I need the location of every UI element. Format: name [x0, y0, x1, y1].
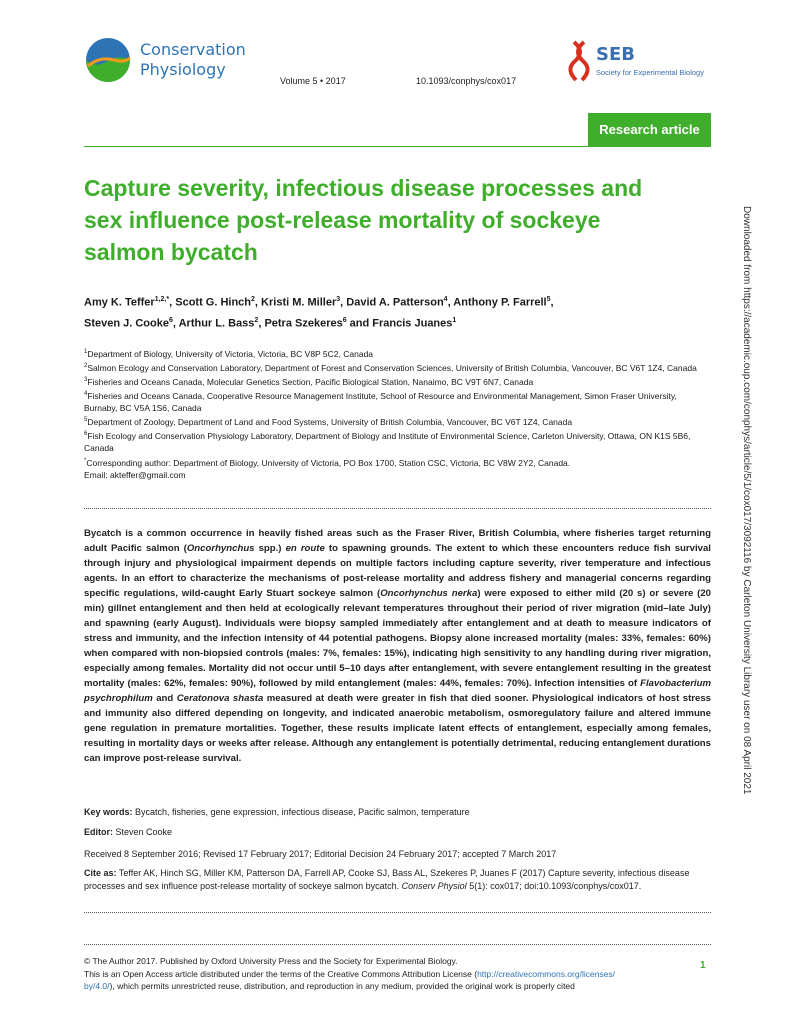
cite-label: Cite as:	[84, 868, 117, 878]
download-watermark: Downloaded from https://academic.oup.com/conphys/article/5/1/cox017/3092116 by Carleton University Library user on 08 April 2021	[741, 206, 752, 795]
copyright: © The Author 2017. Published by Oxford University Press and the Society for Experimental Biology.	[84, 956, 458, 966]
license-link[interactable]: http://creativecommons.org/licenses/	[477, 968, 616, 979]
journal-name	[140, 40, 246, 80]
affiliation	[84, 388, 710, 414]
author-name: Francis Juanes	[372, 317, 453, 330]
corresponding-author	[84, 455, 710, 469]
author-name: Kristi M. Miller	[261, 296, 337, 309]
header-divider	[84, 146, 711, 147]
abstract-italic: Oncorhynchus nerka	[380, 588, 478, 599]
journal-name-line1: Conservation	[140, 40, 246, 59]
journal-header	[84, 36, 714, 86]
received-dates: Received 8 September 2016; Revised 17 February 2017; Editorial Decision 24 February 2017; accepted 7 March 2017	[84, 849, 557, 859]
conservation-physiology-logo	[84, 36, 132, 84]
abstract-italic: Flavobacterium psychrophilum	[84, 678, 711, 704]
affiliation-text: Corresponding author: Department of Biology, University of Victoria, PO Box 1700, Station CSC, Victoria, BC V8W 2Y2, Canada.	[86, 457, 571, 468]
affiliation-sup: 1	[84, 349, 88, 355]
affiliation	[84, 346, 710, 360]
seb-subtitle: Society for Experimental Biology	[596, 68, 704, 77]
affiliation-text: Salmon Ecology and Conservation Laboratory, Department of Forest and Conservation Sciences, University of British Columbia, Vancouver, BC V6T 1Z4, Canada	[87, 362, 697, 373]
affiliation-text: Fisheries and Oceans Canada, Molecular Genetics Section, Pacific Biological Station, Nanaimo, BC V9T 6N7, Canada	[87, 376, 534, 387]
license-post: ), which permits unrestricted reuse, distribution, and reproduction in any medium, provided the original work is properly cited	[109, 981, 575, 991]
seb-logo-text: SEB	[596, 44, 635, 65]
author-sup: 2	[251, 296, 255, 303]
seb-logo	[568, 40, 718, 84]
author-sup: 1	[452, 316, 457, 324]
license-pre: This is an Open Access article distributed under the terms of the Creative Commons Attribution License (	[84, 968, 478, 979]
author-sup: 2	[254, 316, 259, 324]
keywords-label: Key words:	[84, 807, 133, 817]
author-name: Arthur L. Bass	[178, 317, 255, 330]
cite-text: Teffer AK, Hinch SG, Miller KM, Patterson DA, Farrell AP, Cooke SJ, Bass AL, Szekeres P, Juanes F (2017) Capture severity, infectious disease processes and sex influence post-release mortality of sockeye salmon bycatch.	[84, 868, 690, 891]
author-sup: 1,2,*	[154, 296, 170, 303]
cite-tail: 5(1): cox017; doi:10.1093/conphys/cox017.	[466, 881, 642, 891]
affiliation	[84, 414, 710, 428]
author-sup: 6	[342, 316, 347, 324]
dotted-divider	[84, 944, 711, 945]
affiliation-sup: 3	[84, 377, 88, 384]
author-name: Anthony P. Farrell	[453, 296, 547, 309]
dotted-divider	[84, 912, 711, 913]
author-name: Steven J. Cooke	[84, 317, 169, 330]
cite-journal: Conserv Physiol	[401, 881, 467, 891]
article-title: Capture severity, infectious disease processes and sex influence post-release mortality of sockeye salmon bycatch	[84, 175, 643, 265]
affiliation-text: Department of Biology, University of Victoria, Victoria, BC V8P 5C2, Canada	[87, 348, 374, 359]
editor-text: Steven Cooke	[113, 827, 173, 837]
author-name: David A. Patterson	[346, 296, 444, 309]
affiliation-sup: 4	[84, 391, 88, 398]
abstract-italic: Oncorhynchus	[186, 543, 255, 554]
keywords	[84, 806, 711, 819]
abstract-text: Bycatch is a common occurrence in heavily fished areas such as the Fraser River, British Columbia, where fisheries target returning adult Pacific salmon (	[84, 528, 711, 554]
affiliation	[84, 428, 710, 454]
abstract-text: and	[152, 693, 177, 704]
affiliation	[84, 360, 710, 374]
dotted-divider	[84, 508, 711, 509]
seb-helix-icon	[568, 40, 592, 82]
author-sup: 6	[168, 316, 173, 324]
author-list: Amy K. Teffer$^{1,2,*}$, Scott G. Hinch$^2$, Kristi M. Miller$^3$, David A. Patterson$^4$, Anthony P. Farrell$^5$, Steven J. Cooke$^6$, Arthur L. Bass$^2$, Petra Szekeres$^6$ and Francis Juanes$^1$	[84, 296, 554, 330]
keywords-text: Bycatch, fisheries, gene expression, infectious disease, Pacific salmon, temperature	[132, 807, 470, 817]
abstract-text: measured at death were greater in fish that died sooner. Physiological indicators of host stress and immunity also differed depending on longevity, and indicated anaerobic metabolism, osmoregulatory failure and altered immune gene regulation in premature mortalities. Together, these results implicate latent effects of entanglement, especially among females, resulting in mortality days or weeks after release. Although any entanglement is potentially detrimental, reducing entanglement durations can improve post-release survival.	[84, 693, 712, 764]
abstract	[84, 526, 711, 766]
doi: 10.1093/conphys/cox017	[416, 76, 517, 86]
affiliation-text: Department of Zoology, Department of Land and Food Systems, University of British Columbia, Vancouver, BC V6T 1Z4, Canada	[87, 417, 573, 428]
affiliation-list	[84, 346, 710, 481]
author-sup: 4	[443, 296, 448, 303]
author-name: Amy K. Teffer	[84, 296, 155, 309]
affiliation-text: Fish Ecology and Conservation Physiology Laboratory, Department of Biology and Institute of Environmental Science, Carleton University, Ottawa, ON K1S 5B6, Canada	[84, 431, 691, 454]
editor-label: Editor:	[84, 827, 113, 837]
author-sup: 3	[336, 296, 341, 303]
email[interactable]: Email: akteffer@gmail.com	[84, 469, 186, 480]
abstract-italic: Ceratonova shasta	[176, 693, 264, 704]
volume-info: Volume 5 • 2017	[280, 76, 346, 86]
abstract-italic: en route	[285, 543, 325, 554]
page-number: 1	[700, 960, 706, 971]
license-footer	[84, 955, 704, 993]
abstract-text: spp.)	[254, 543, 286, 554]
affiliation-sup: 2	[84, 363, 88, 370]
affiliation-sup: 5	[84, 417, 88, 424]
journal-name-line2: Physiology	[140, 60, 226, 79]
abstract-text: to spawning grounds. The extent to which these encounters reduce fish survival through injury and physiological impairment depends on multiple factors including capture severity, river temperature and infectious agents. In an effort to characterize the mechanisms of post-release mortality and address fishery and managerial concerns regarding specific regulations, wild-caught Early Stuart sockeye salmon (	[84, 543, 711, 599]
author-sup: 5	[546, 296, 551, 303]
affiliation-text: Fisheries and Oceans Canada, Cooperative Resource Management Institute, School of Resource and Environmental Management, Simon Fraser University, Burnaby, BC V5A 1S6, Canada	[84, 390, 677, 414]
author-name: Petra Szekeres	[264, 317, 343, 330]
affiliation	[84, 374, 710, 388]
affiliation-sup: *	[84, 457, 87, 464]
license-text	[84, 968, 704, 993]
author-name: Scott G. Hinch	[175, 296, 252, 309]
editor	[84, 826, 711, 839]
citation	[84, 867, 711, 893]
license-link[interactable]: by/4.0/	[84, 981, 110, 991]
affiliation-sup: 6	[84, 431, 88, 438]
article-type-badge: Research article	[588, 113, 711, 147]
abstract-text: ) were exposed to either mild (20 s) or severe (20 min) gillnet entanglement and then held at ecologically relevant temperatures throughout their period of river migration (mid–late July) and spawning (early August). Individuals were biopsy sampled immediately after entanglement and at death to measure indicators of stress and immunity, and the infection intensity of 44 potential pathogens. Biopsy alone increased mortality (males: 33%, females: 60%) when compared with non-biopsied controls (males: 7%, females: 15%), indicating high sensitivity to any handling during river migration, especially among females. Mortality did not occur until 5–10 days after entanglement, with severe entanglement resulting in the greatest mortality (males: 62%, females: 90%), followed by mild entanglement (males: 44%, females: 70%). Infection intensities of	[84, 588, 711, 689]
